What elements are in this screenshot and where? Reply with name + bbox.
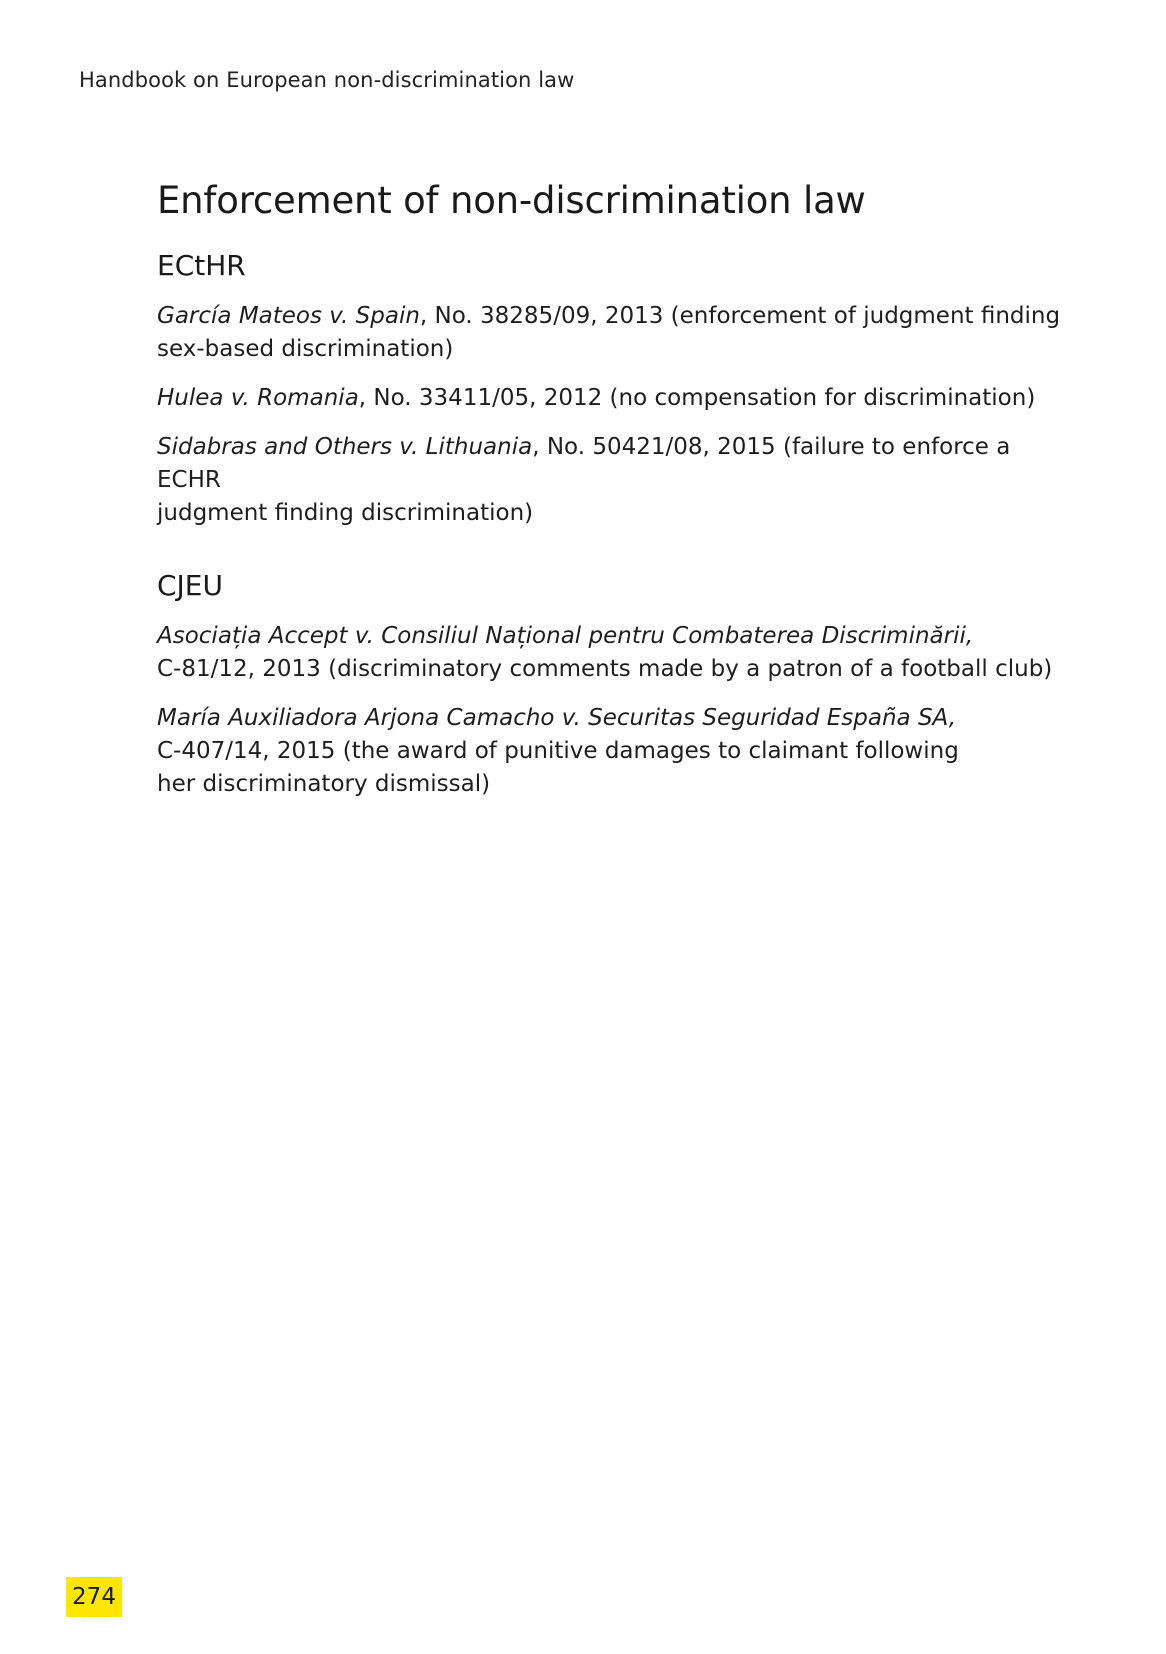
case-details-continued: sex-based discrimination) (157, 336, 454, 362)
case-name: Sidabras and Others v. Lithuania (157, 434, 533, 460)
case-name: Hulea v. Romania (157, 385, 359, 411)
case-details: C-81/12, 2013 (discriminatory comments made by a patron of a football club) (157, 656, 1053, 682)
case-details: , No. 33411/05, 2012 (no compensation for discrimination) (358, 385, 1036, 411)
case-entry-sidabras (157, 431, 1077, 530)
case-name: Asociația Accept v. Consiliul Național pentru Combaterea Discriminării, (157, 623, 974, 649)
case-details: C-407/14, 2015 (the award of punitive damages to claimant following (157, 738, 959, 764)
case-details: , No. 50421/08, 2015 (failure to enforce a ECHR (157, 434, 1011, 493)
case-entry-garcia-mateos (157, 300, 1077, 366)
section-heading-ecthr: ECtHR (157, 249, 246, 282)
case-name: García Mateos v. Spain (157, 303, 420, 329)
page-title: Enforcement of non-discrimination law (157, 179, 866, 222)
case-details-continued: her discriminatory dismissal) (157, 771, 491, 797)
case-entry-arjona-camacho (157, 702, 1077, 801)
page-number: 274 (66, 1577, 122, 1617)
section-heading-cjeu: CJEU (157, 569, 223, 602)
running-header: Handbook on European non-discrimination law (79, 68, 575, 92)
case-name: María Auxiliadora Arjona Camacho v. Securitas Seguridad España SA, (157, 705, 957, 731)
main-content (157, 175, 1077, 801)
case-entry-asociatia-accept (157, 620, 1077, 686)
case-entry-hulea (157, 382, 1077, 415)
case-details: , No. 38285/09, 2013 (enforcement of judgment finding (419, 303, 1061, 329)
case-details-continued: judgment finding discrimination) (157, 500, 534, 526)
